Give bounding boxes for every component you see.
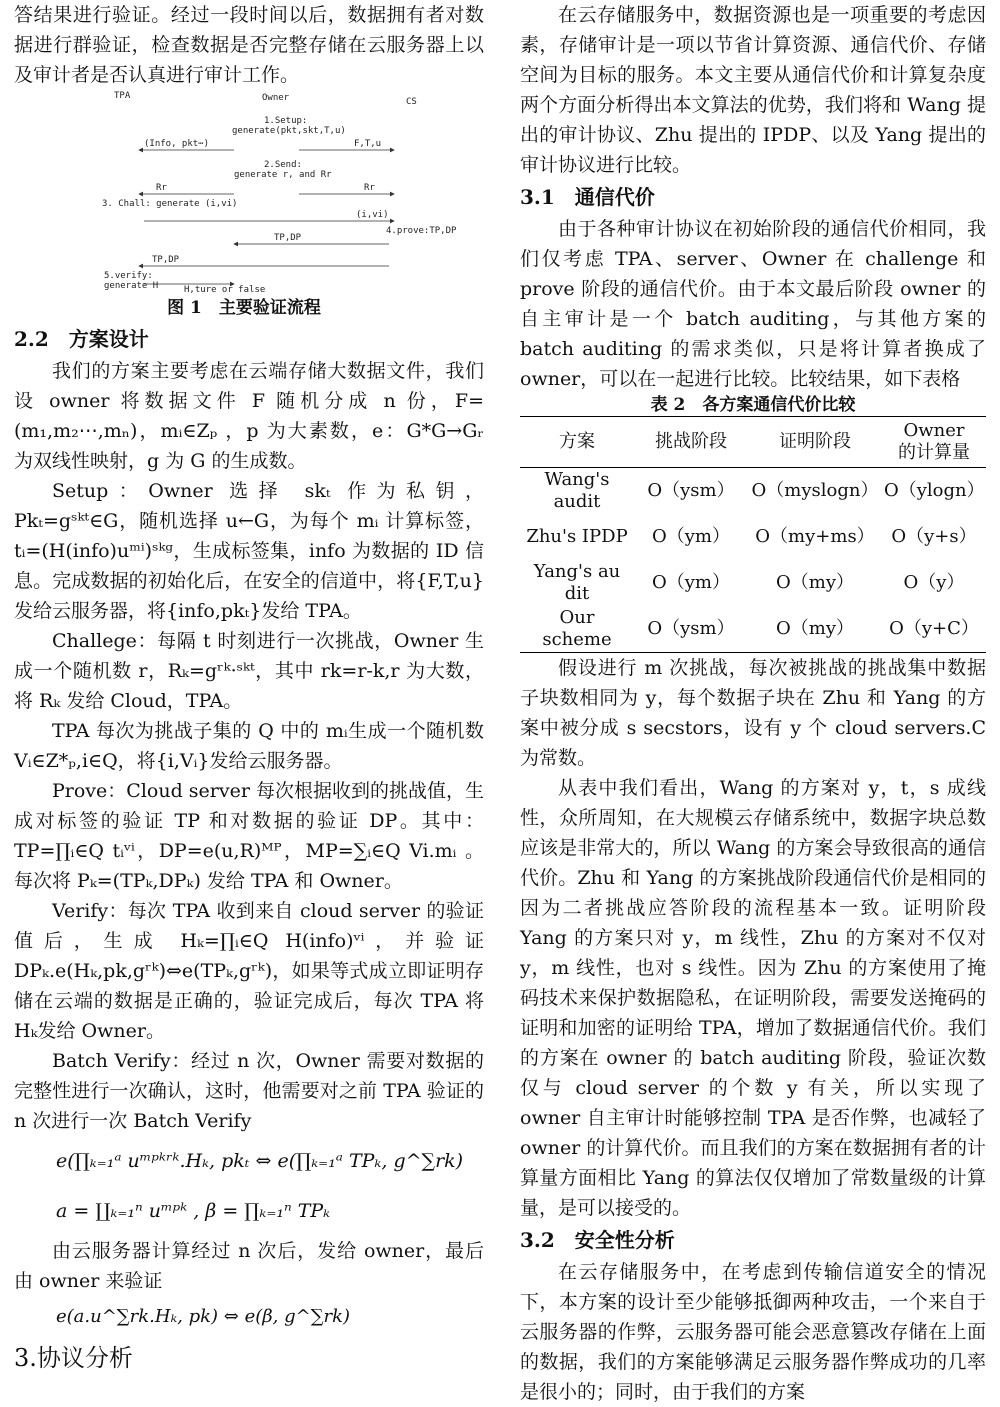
paragraph-assumption: 假设进行 m 次挑战，每次被挑战的挑战集中数据子块数相同为 y，每个数据子块在 Zhu 和 Yang 的方案中被分成 s secstors，设有 y 个 cloud servers.C 为常数。: [520, 657, 986, 769]
paragraph-verify: Verify：每次 TPA 收到来自 cloud server 的验证值后，生成 Hₖ=∏ᵢ∈Q H(info)ᵛⁱ，并验证 DPₖ.e(Hₖ,pk,gʳᵏ)⇔e(TPₖ,gʳᵏ)，如果等式成立即证明存储在云端的数据是正确的，验证完成后，每次 TPA 将 Hₖ发给 Owner。: [14, 900, 484, 1042]
paragraph-owner-verify: 由云服务器计算经过 n 次后，发给 owner，最后由 owner 来验证: [14, 1240, 484, 1292]
paragraph-tpa-random: TPA 每次为挑战子集的 Q 中的 mᵢ生成一个随机数 Vᵢ∈Z*ₚ,i∈Q，将{i,Vᵢ}发给云服务器。: [14, 720, 484, 772]
figure-1: [84, 90, 474, 322]
paragraph-security: 在云存储服务中，在考虑到传输信道安全的情况下，本方案的设计至少能够抵御两种攻击，一个来自于云服务器的作弊，云服务器可能会恶意篡改存储在上面的数据，我们的方案能够满足云服务器作弊成功的几率是很小的；同时，由于我们的方案: [520, 1261, 986, 1403]
step-setup-gen: generate(pkt,skt,T,u): [232, 126, 346, 136]
label-tpdp-left: TP,DP: [152, 255, 180, 265]
figure-caption: 图 1 主要验证流程: [167, 298, 321, 318]
section-3-heading: 3.协议分析: [14, 1344, 133, 1372]
paragraph-prove: Prove：Cloud server 每次根据收到的挑战值，生成对标签的验证 TP 和对数据的验证 DP。其中：TP=∏ᵢ∈Q tᵢᵛⁱ，DP=e(u,R)ᴹᴾ，MP=∑ᵢ∈Q Vi.mᵢ 。每次将 Pₖ=(TPₖ,DPₖ) 发给 TPA 和 Owner。: [14, 780, 484, 892]
left-column: [14, 0, 484, 1378]
equation-batch-1: e(∏ₖ₌₁ᵃ uᵐᵖᵏʳᵏ.Hₖ, pkₜ ⇔ e(∏ₖ₌₁ᵃ TPₖ, g^∑rk): [56, 1150, 464, 1172]
paragraph-batch-verify: Batch Verify：经过 n 次，Owner 需要对数据的完整性进行一次确认，这时，他需要对之前 TPA 验证的 n 次进行一次 Batch Verify: [14, 1050, 484, 1132]
table-caption: 表 2 各方案通信代价比较: [650, 395, 856, 415]
step-chall: 3. Chall: generate (i,vi): [102, 199, 238, 209]
section-2-2-heading: 2.2 方案设计: [14, 327, 149, 351]
section-3-1-heading: 3.1 通信代价: [520, 185, 655, 209]
equation-owner: e(a.u^∑rk.Hₖ, pk) ⇔ e(β, g^∑rk): [56, 1306, 351, 1327]
table-header-challenge: 挑战阶段: [634, 417, 748, 468]
step-setup: 1.Setup:: [264, 116, 308, 126]
comparison-table: [520, 416, 986, 653]
paragraph-communication: 由于各种审计协议在初始阶段的通信代价相同，我们仅考虑 TPA、server、Owner 在 challenge 和 prove 阶段的通信代价。由于本文最后阶段 owner 的自主审计是一个 batch auditing，与其他方案的 batch auditing 的需求类似，只是将计算者换成了 owner，可以在一起进行比较。比较结果，如下表格: [520, 218, 986, 390]
step-prove: 4.prove:TP,DP: [386, 226, 457, 236]
label-ivi: (i,vi): [356, 210, 389, 220]
label-tpdp-top: TP,DP: [274, 233, 302, 243]
paragraph-challenge: Challege：每隔 t 时刻进行一次挑战，Owner 生成一个随机数 r，Rₖ=gʳᵏ·ˢᵏᵗ，其中 rk=r-k,r 为大数，将 Rₖ 发给 Cloud，TPA。: [14, 630, 484, 712]
label-ftu: F,T,u: [354, 139, 382, 149]
paragraph-comparison: 从表中我们看出，Wang 的方案对 y，t，s 成线性，众所周知，在大规模云存储系统中，数据字块总数应该是非常大的，所以 Wang 的方案会导致很高的通信代价。Zhu 和 Yang 的方案挑战阶段通信代价是相同的因为二者挑战应答阶段的流程基本一致。证明阶段 Yang 的方案只对 y，m 线性，Zhu 的方案对不仅对 y，m 线性，也对 s 线性。因为 Zhu 的方案使用了掩码技术来保护数据隐私，在证明阶段，需要发送掩码的证明和加密的证明给 TPA，增加了数据通信代价。我们的方案在 owner 的 batch auditing 阶段，验证次数仅与 cloud server 的个数 y 有关，所以实现了 owner 自主审计时能够控制 TPA 是否作弊，也减轻了 owner 的计算代价。而且我们的方案在数据拥有者的计算量方面相比 Yang 的算法仅仅增加了常数量级的计算量，是可以接受的。: [520, 777, 987, 1219]
paragraph-intro-analysis: 在云存储服务中，数据资源也是一项重要的考虑因素，存储审计是一项以节省计算资源、通信代价、存储空间为目标的服务。本文主要从通信代价和计算复杂度两个方面分析得出本文算法的优势，我们将和 Wang 提出的审计协议、Zhu 提出的 IPDP、以及 Yang 提出的审计协议进行比较。: [520, 4, 986, 176]
actor-cs: CS: [406, 97, 417, 107]
table-row: Our scheme O（ysm） O（my） O（y+C）: [520, 606, 986, 653]
equation-batch-2: a = ∐ₖ₌₁ⁿ uᵐᵖᵏ , β = ∏ₖ₌₁ⁿ TPₖ: [56, 1200, 331, 1222]
step-verify-gen: generate H: [104, 281, 159, 291]
table-header-owner-cost: Owner 的计算量: [882, 417, 986, 468]
label-rr-left: Rr: [156, 183, 167, 193]
table-row: Yang's au dit O（ym） O（my） O（y）: [533, 561, 965, 604]
verification-flow-diagram: [84, 90, 474, 298]
right-column: [520, 0, 986, 1407]
label-htf: H,ture or false: [184, 285, 266, 295]
table-header-scheme: 方案: [520, 417, 634, 468]
paragraph-setup: Setup：Owner 选择 skₜ 作为私钥，Pkₜ=gˢᵏᵗ∈G，随机选择 u←G，为每个 mᵢ 计算标签，tᵢ=(H(info)uᵐⁱ)ˢᵏᵍ，生成标签集，info 为数据的 ID 信息。完成数据的初始化后，在安全的信道中，将{F,T,u}发给云服务器，将{info,pkₜ}发给 TPA。: [14, 480, 484, 622]
step-verify: 5.verify:: [104, 271, 153, 281]
table-row: Wang's audit O（ysm） O（myslogn） O（ylogn）: [544, 469, 985, 512]
label-info: (Info, pkt⋯): [144, 139, 210, 149]
intro-paragraph: 答结果进行验证。经过一段时间以后，数据拥有者对数据进行群验证，检查数据是否完整存储在云服务器上以及审计者是否认真进行审计工作。: [14, 4, 484, 86]
actor-owner: Owner: [262, 93, 290, 103]
table-header-prove: 证明阶段: [748, 417, 882, 468]
actor-tpa: TPA: [114, 91, 131, 101]
paragraph-scheme: 我们的方案主要考虑在云端存储大数据文件，我们设 owner 将数据文件 F 随机分成 n 份，F=(m₁,m₂⋯,mₙ)，mᵢ∈Zₚ ，p 为大素数，e：G*G→Gᵣ 为双线性映射，g 为 G 的生成数。: [14, 360, 484, 472]
label-rr-right: Rr: [364, 183, 375, 193]
step-send-gen: generate r, and Rr: [234, 170, 332, 180]
table-row: Zhu's IPDP O（ym） O（my+ms） O（y+s）: [526, 526, 977, 547]
step-send: 2.Send:: [264, 160, 302, 170]
section-3-2-heading: 3.2 安全性分析: [520, 1228, 675, 1252]
